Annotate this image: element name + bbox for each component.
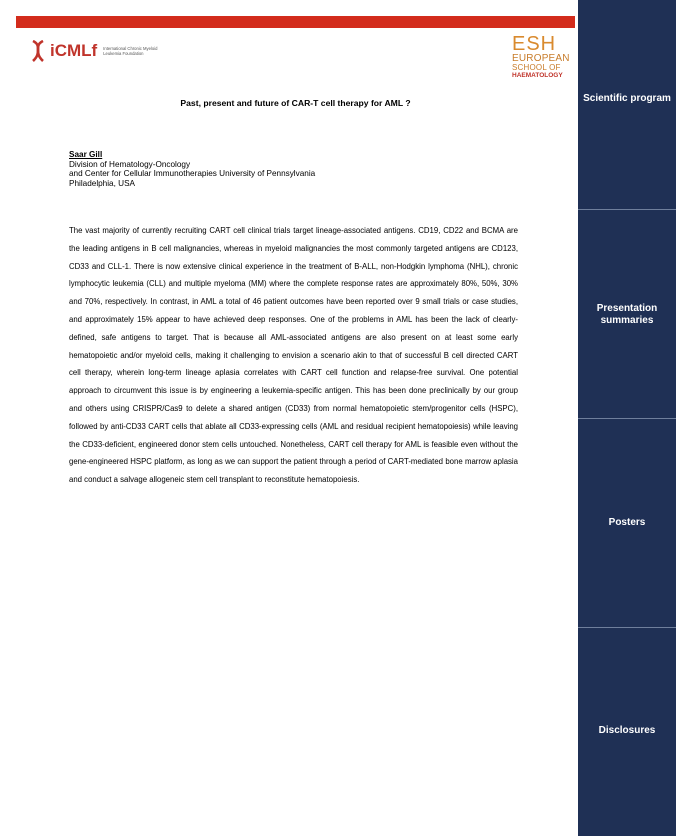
esh-line-haematology: HAEMATOLOGY [512, 72, 563, 79]
icmlf-logo [30, 39, 163, 63]
author-block [69, 150, 315, 188]
sidebar-item-label: Disclosures [598, 725, 656, 736]
author-name: Saar Gill [69, 150, 103, 159]
sidebar-item-scientific-program[interactable] [578, 0, 676, 209]
sidebar-item-label: Scientific program [583, 93, 671, 104]
esh-line-school: SCHOOL OF [512, 63, 561, 72]
sidebar-item-label: Posters [608, 517, 646, 528]
author-affiliation: Division of Hematology-Oncology [69, 159, 191, 169]
sidebar-nav [578, 0, 676, 836]
icmlf-subtitle: International Chronic Myeloid Leukemia Foundation [103, 46, 158, 56]
dna-icon [30, 40, 46, 62]
sidebar-item-presentation-summaries[interactable] [578, 209, 676, 418]
esh-logo [512, 34, 572, 80]
author-affiliation: and Center for Cellular Immunotherapies University of Pennsylvania [69, 169, 316, 179]
esh-line-european: EUROPEAN [512, 53, 570, 64]
sidebar-item-label: Presentation summaries [596, 303, 658, 326]
header-red-bar [16, 16, 575, 28]
sidebar-item-posters[interactable] [578, 418, 676, 627]
esh-wordmark: ESH [512, 33, 557, 55]
author-location: Philadelphia, USA [69, 178, 135, 188]
page-title: Past, present and future of CAR-T cell therapy for AML ? [180, 98, 411, 108]
abstract-text: The vast majority of currently recruiting CART cell clinical trials target lineage-associated antigens. CD19, CD22 and BCMA are the leading antigens in B cell malignancies, whereas in myeloid malignancies the most commonly targeted antigens are CD123, CD33 and CLL-1. There is now extensive clinical experience in the treatment of B-ALL, non-Hodgkin lymphoma (NHL), chronic lymphocytic leukemia (CLL) and multiple myeloma (MM) where the complete response rates are approximately 80%, 50%, 30% and 70%, respectively. In contrast, in AML a total of 46 patient outcomes have been reported over 9 small trials or case studies, and approximately 15% appear to have achieved deep responses. One of the problems in AML has been the lack of clearly-defined, safe antigens to target. That is because all AML-associated antigens are also present on at least some early hematopoietic and/or myeloid cells, making it challenging to envision a scenario akin to that of successful B cell directed CART cell therapy, wherein long-term lineage aplasia correlates with CART cell function and relapse-free survival. One potential approach to circumvent this issue is by engineering a leukemia-specific antigen. This has been done preclinically by our group and others using CRISPR/Cas9 to delete a shared antigen (CD33) from normal hematopoietic stem/progenitor cells (HSPC), followed by anti-CD33 CART cells that ablate all CD33-expressing cells (AML and residual recipient hematopoiesis) while leaving the CD33-deficient, engineered donor stem cells untouched. Nonetheless, CART cell therapy for AML is feasible even without the gene-engineered HSPC platform, as long as we can support the patient through a period of CART-mediated bone marrow aplasia and conduct a salvage allogeneic stem cell transplant to reconstitute hematopoiesis. [69, 226, 518, 485]
sidebar-item-disclosures[interactable] [578, 627, 676, 836]
icmlf-wordmark: iCMLf [50, 41, 98, 60]
